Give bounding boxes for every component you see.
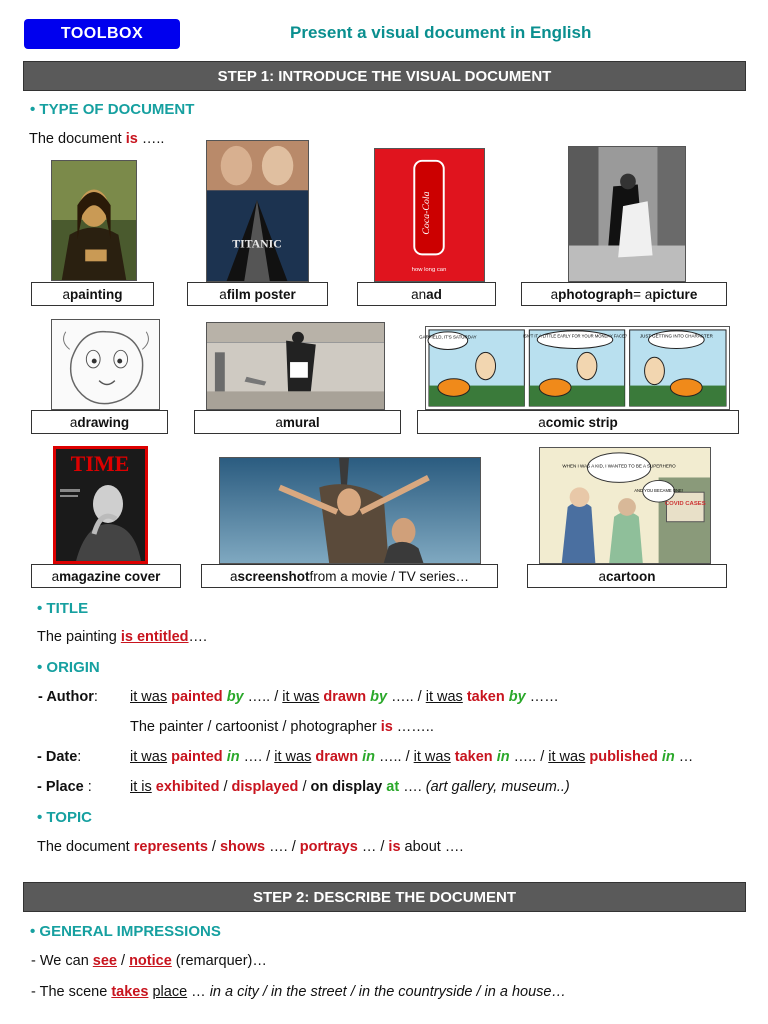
svg-text:AND YOU BECAME ONE!: AND YOU BECAME ONE! xyxy=(634,488,683,494)
we-can-line: - We can see / notice (remarquer)… xyxy=(31,953,267,969)
svg-text:TITANIC: TITANIC xyxy=(232,236,282,251)
kiss-photograph-image xyxy=(568,146,686,282)
author-label: - Author: xyxy=(38,689,98,705)
place-label: - Place : xyxy=(37,779,92,795)
coca-cola-ad-image xyxy=(374,148,485,282)
title-heading: • TITLE xyxy=(37,600,89,617)
svg-text:JUST GETTING INTO CHARACTER: JUST GETTING INTO CHARACTER xyxy=(639,333,713,339)
caption-comic-strip: a comic strip xyxy=(417,410,739,434)
garfield-comic-image xyxy=(419,326,730,410)
painter-line: The painter / cartoonist / photographer is …….. xyxy=(130,719,434,735)
scene-line: - The scene takes place … in a city / in the street / in the countryside / in a house… xyxy=(31,984,566,1000)
caption-screenshot: a screenshot from a movie / TV series… xyxy=(201,564,498,588)
svg-text:how long can: how long can xyxy=(411,267,447,274)
mona-lisa-image xyxy=(51,160,137,281)
svg-text:Coca-Cola: Coca-Cola xyxy=(421,191,433,235)
svg-text:WHEN I WAS A KID, I WANTED TO: WHEN I WAS A KID, I WANTED TO BE A SUPERHERO xyxy=(562,463,676,469)
step1-banner: STEP 1: INTRODUCE THE VISUAL DOCUMENT xyxy=(23,61,746,91)
svg-text:ISN'T IT A LITTLE EARLY FOR YO: ISN'T IT A LITTLE EARLY FOR YOUR MONDAY FACE? xyxy=(522,333,628,339)
toolbox-label: TOOLBOX xyxy=(24,19,180,49)
titanic-screenshot-image xyxy=(219,457,481,564)
caption-mural: a mural xyxy=(194,410,401,434)
time-cover-image xyxy=(53,446,148,564)
caption-ad: an ad xyxy=(357,282,496,306)
caption-painting: a painting xyxy=(31,282,154,306)
topic-heading: • TOPIC xyxy=(37,809,92,826)
banksy-mural-image xyxy=(206,322,385,410)
general-impressions-heading: • GENERAL IMPRESSIONS xyxy=(30,923,221,940)
caption-photograph: a photograph = a picture xyxy=(521,282,727,306)
svg-text:GARFIELD, IT'S SATURDAY: GARFIELD, IT'S SATURDAY xyxy=(419,334,477,340)
page-title: Present a visual document in English xyxy=(290,23,592,42)
origin-heading: • ORIGIN xyxy=(37,659,100,676)
titanic-poster-image xyxy=(206,140,309,282)
step2-banner: STEP 2: DESCRIBE THE DOCUMENT xyxy=(23,882,746,912)
type-line: The document is ….. xyxy=(29,131,165,147)
caption-film-poster: a film poster xyxy=(187,282,328,306)
covid-cartoon-image xyxy=(539,447,711,564)
lion-drawing-image xyxy=(51,319,160,410)
svg-text:TIME: TIME xyxy=(70,451,130,476)
place-line: it is exhibited / displayed / on display at …. (art gallery, museum..) xyxy=(130,779,570,795)
date-label: - Date: xyxy=(37,749,82,765)
title-line: The painting is entitled…. xyxy=(37,629,208,645)
topic-line: The document represents / shows …. / portrays … / is about …. xyxy=(37,839,464,855)
caption-cartoon: a cartoon xyxy=(527,564,727,588)
caption-magazine-cover: a magazine cover xyxy=(31,564,181,588)
date-line: it was painted in …. / it was drawn in ….. / it was taken in ….. / it was published in … xyxy=(130,749,694,765)
svg-text:COVID CASES: COVID CASES xyxy=(664,501,706,508)
author-line: it was painted by ….. / it was drawn by ….. / it was taken by …… xyxy=(130,689,559,705)
type-heading: • TYPE OF DOCUMENT xyxy=(30,101,195,118)
caption-drawing: a drawing xyxy=(31,410,168,434)
